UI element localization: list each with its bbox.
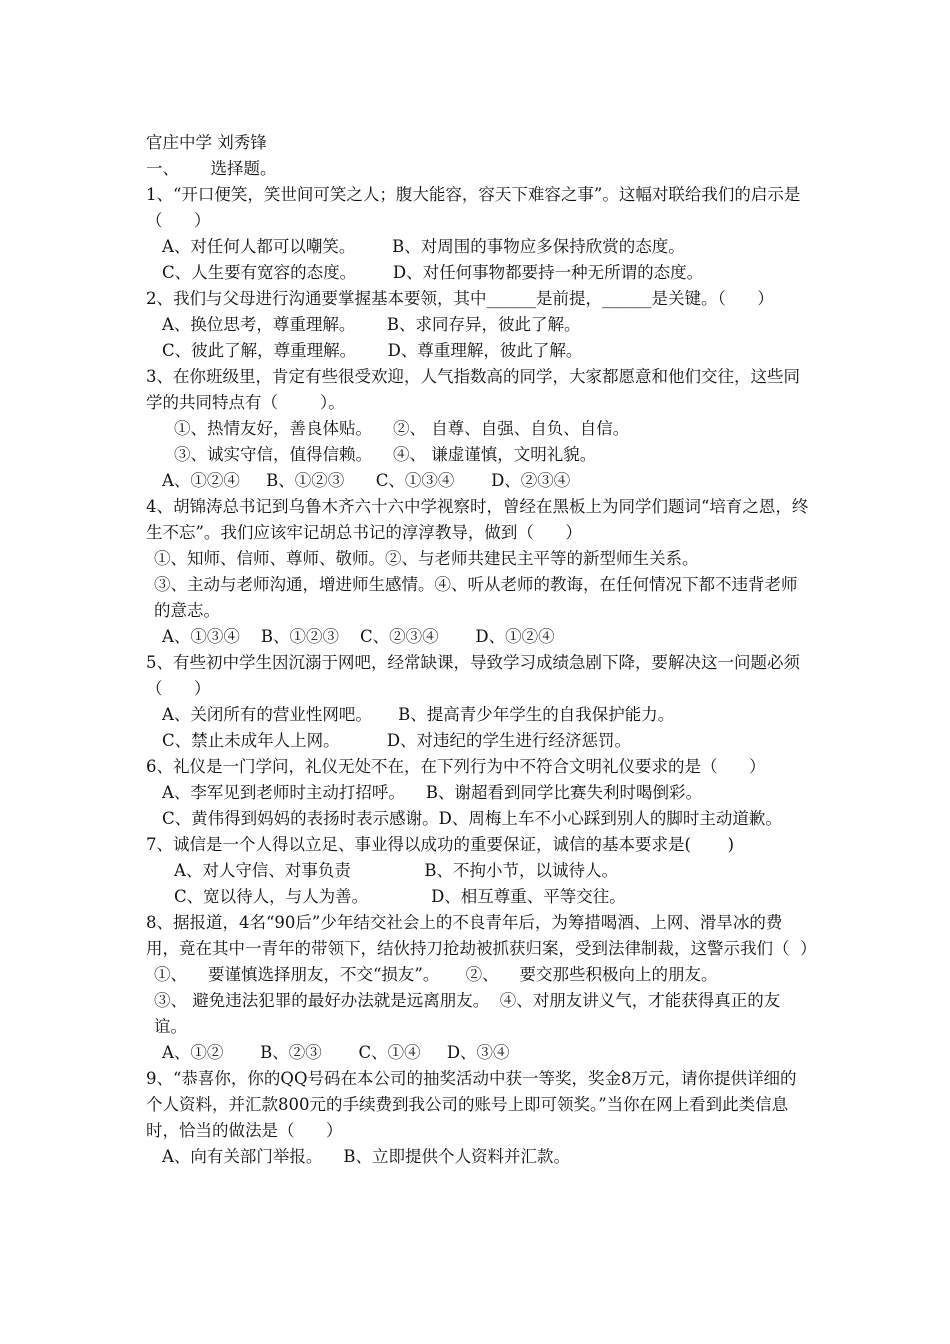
question-text: 4、胡锦涛总书记到乌鲁木齐六十六中学视察时，曾经在黑板上为同学们题词“培育之恩，终生不忘”。我们应该牢记胡总书记的淳淳教导，做到（ ）: [146, 497, 809, 542]
answer-options: A、李军见到老师时主动打招呼。 B、谢超看到同学比赛失利时喝倒彩。: [162, 783, 703, 802]
question-text: ③、 避免违法犯罪的最好办法就是远离朋友。 ④、对朋友讲义气，才能获得真正的友谊。: [154, 991, 781, 1036]
document-page: [146, 130, 817, 1170]
answer-options: A、对人守信、对事负责 B、不拘小节，以诚待人。: [174, 861, 618, 880]
answer-options: C、禁止未成年人上网。 D、对违纪的学生进行经济惩罚。: [162, 731, 632, 750]
question-text: 1、“开口便笑，笑世间可笑之人；腹大能容，容天下难容之事”。这幅对联给我们的启示是（ ）: [146, 185, 801, 230]
question-text: 5、有些初中学生因沉溺于网吧，经常缺课，导致学习成绩急剧下降，要解决这一问题必须（ ）: [146, 653, 800, 698]
answer-options: ①、 要谨慎选择朋友，不交“损友”。 ②、 要交那些积极向上的朋友。: [154, 965, 718, 984]
question-text: C、黄伟得到妈妈的表扬时表示感谢。D、周梅上车不小心踩到别人的脚时主动道歉。: [162, 809, 782, 828]
answer-options: A、①②④ B、①②③ C、①③④ D、②③④: [162, 471, 571, 490]
author-line: 官庄中学 刘秀锋: [146, 133, 267, 152]
answer-options: A、关闭所有的营业性网吧。 B、提高青少年学生的自我保护能力。: [162, 705, 675, 724]
answer-options: C、彼此了解，尊重理解。 D、尊重理解，彼此了解。: [162, 341, 583, 360]
answer-options: A、换位思考，尊重理解。 B、求同存异，彼此了解。: [162, 315, 581, 334]
answer-options: A、对任何人都可以嘲笑。 B、对周围的事物应多保持欣赏的态度。: [162, 237, 685, 256]
answer-options: A、向有关部门举报。 B、立即提供个人资料并汇款。: [162, 1147, 571, 1166]
answer-options: ③、诚实守信，值得信赖。 ④、 谦虚谨慎，文明礼貌。: [174, 445, 597, 464]
answer-options: A、①② B、②③ C、①④ D、③④: [162, 1043, 510, 1062]
question-text: 2、我们与父母进行沟通要掌握基本要领，其中______是前提，______是关键。（ ）: [146, 289, 774, 308]
question-text: 8、据报道，4名“90后”少年结交社会上的不良青年后，为筹措喝酒、上网、滑旱冰的费用，竟在其中一青年的带领下，结伙持刀抢劫被抓获归案，受到法律制裁，这警示我们（ ）: [146, 913, 817, 958]
answer-options: A、①③④ B、①②③ C、②③④ D、①②④: [162, 627, 555, 646]
answer-options: C、人生要有宽容的态度。 D、对任何事物都要持一种无所谓的态度。: [162, 263, 704, 282]
question-list: [146, 182, 817, 1170]
question-text: 9、“恭喜你，你的QQ号码在本公司的抽奖活动中获一等奖，奖金8万元，请你提供详细的个人资料，并汇款800元的手续费到我公司的账号上即可领奖。”当你在网上看到此类信息时，恰当的做法是（ ）: [146, 1069, 797, 1140]
question-text: ③、主动与老师沟通，增进师生感情。④、听从老师的教诲，在任何情况下都不违背老师的意志。: [154, 575, 798, 620]
question-text: 7、诚信是一个人得以立足、事业得以成功的重要保证，诚信的基本要求是( ): [146, 835, 735, 854]
question-text: 3、在你班级里，肯定有些很受欢迎，人气指数高的同学，大家都愿意和他们交往，这些同学的共同特点有（ ）。: [146, 367, 800, 412]
answer-options: C、宽以待人，与人为善。 D、相互尊重、平等交往。: [174, 887, 626, 906]
question-text: 6、礼仪是一门学问，礼仪无处不在，在下列行为中不符合文明礼仪要求的是（ ）: [146, 757, 766, 776]
section-heading: 一、 选择题。: [146, 159, 277, 178]
question-text: ①、知师、信师、尊师、敬师。②、与老师共建民主平等的新型师生关系。: [154, 549, 699, 568]
answer-options: ①、热情友好，善良体贴。 ②、 自尊、自强、自负、自信。: [174, 419, 630, 438]
